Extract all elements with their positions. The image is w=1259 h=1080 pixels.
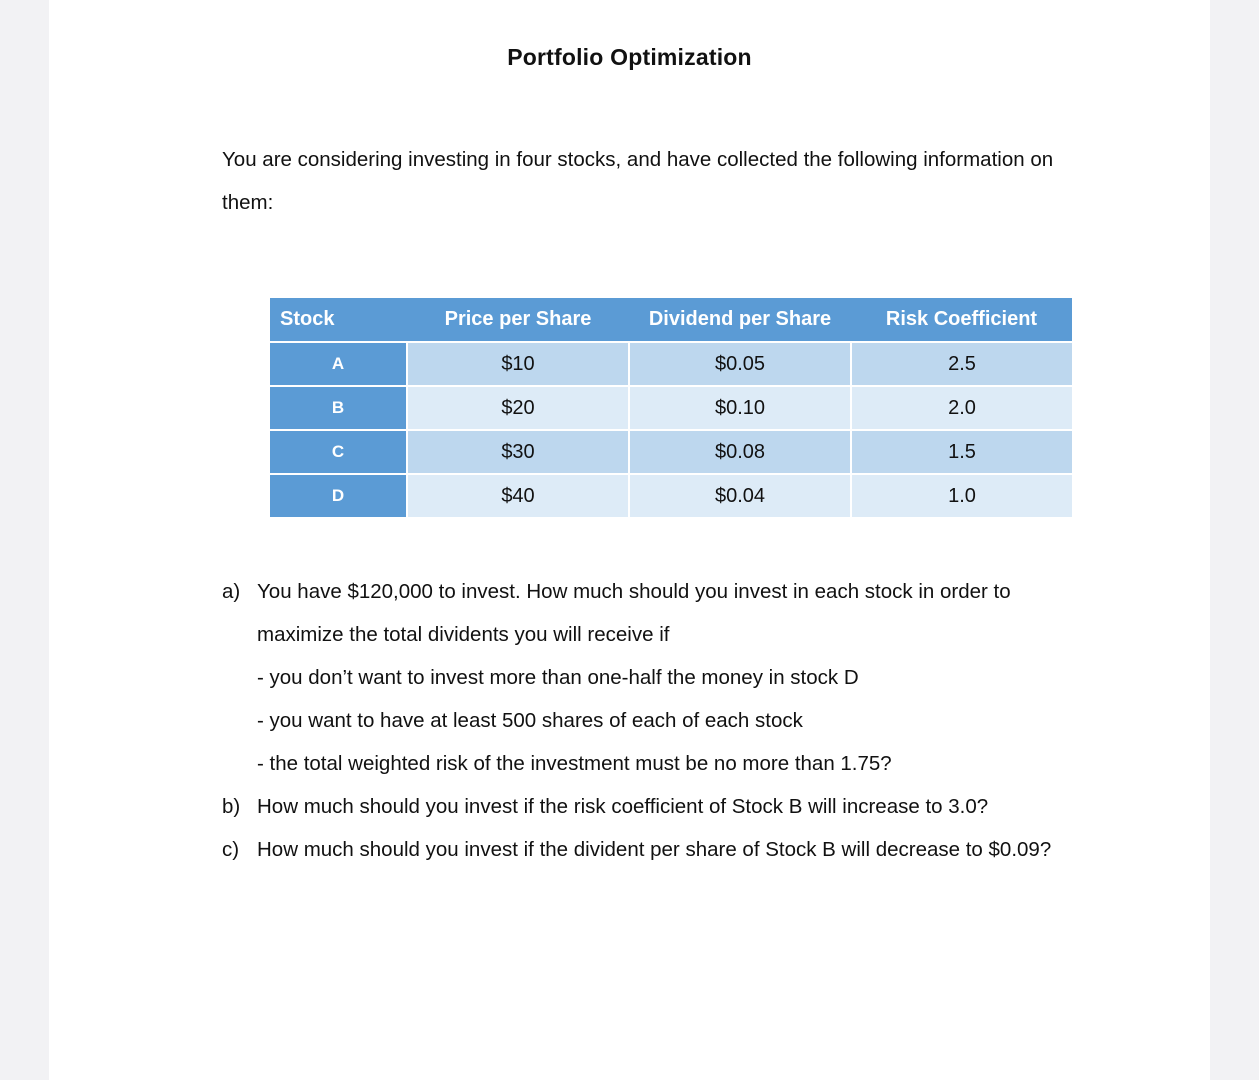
cell-risk: 2.5 (851, 342, 1072, 386)
cell-price: $40 (407, 474, 629, 518)
intro-paragraph: You are considering investing in four stocks, and have collected the following information on them: (222, 148, 1054, 214)
table-row (270, 430, 1072, 474)
question-a-condition-2: - you want to have at least 500 shares of each of each stock (257, 709, 803, 732)
question-c (222, 828, 1102, 871)
table-row (270, 342, 1072, 386)
table-header-row (270, 298, 1072, 342)
cell-stock: D (270, 474, 407, 518)
question-c-text: How much should you invest if the divident per share of Stock B will decrease to $0.09? (257, 838, 1052, 861)
stock-table-wrapper (270, 298, 1072, 519)
question-b (222, 785, 1102, 828)
cell-risk: 1.5 (851, 430, 1072, 474)
cell-risk: 1.0 (851, 474, 1072, 518)
header-price: Price per Share (407, 298, 629, 342)
cell-risk: 2.0 (851, 386, 1072, 430)
question-c-mark: c) (222, 838, 240, 861)
cell-price: $30 (407, 430, 629, 474)
question-a-condition-3: - the total weighted risk of the investment must be no more than 1.75? (257, 752, 892, 775)
header-dividend: Dividend per Share (629, 298, 851, 342)
question-a-mark: a) (222, 580, 241, 603)
cell-dividend: $0.10 (629, 386, 851, 430)
question-b-text: How much should you invest if the risk coefficient of Stock B will increase to 3.0? (257, 795, 989, 818)
cell-dividend: $0.04 (629, 474, 851, 518)
questions-list (222, 570, 1102, 871)
header-stock: Stock (270, 298, 407, 342)
cell-stock: C (270, 430, 407, 474)
stock-table (270, 298, 1072, 519)
question-a-text: You have $120,000 to invest. How much should you invest in each stock in order to maximize the total dividents you will receive if (257, 580, 1011, 646)
document-page (49, 0, 1210, 1080)
table-row (270, 386, 1072, 430)
cell-price: $20 (407, 386, 629, 430)
question-a-condition-1: - you don’t want to invest more than one-half the money in stock D (257, 666, 859, 689)
cell-dividend: $0.08 (629, 430, 851, 474)
header-risk: Risk Coefficient (851, 298, 1072, 342)
question-b-mark: b) (222, 795, 241, 818)
page-title: Portfolio Optimization (507, 44, 752, 70)
table-row (270, 474, 1072, 518)
question-a (222, 570, 1102, 656)
cell-stock: B (270, 386, 407, 430)
cell-dividend: $0.05 (629, 342, 851, 386)
cell-price: $10 (407, 342, 629, 386)
cell-stock: A (270, 342, 407, 386)
